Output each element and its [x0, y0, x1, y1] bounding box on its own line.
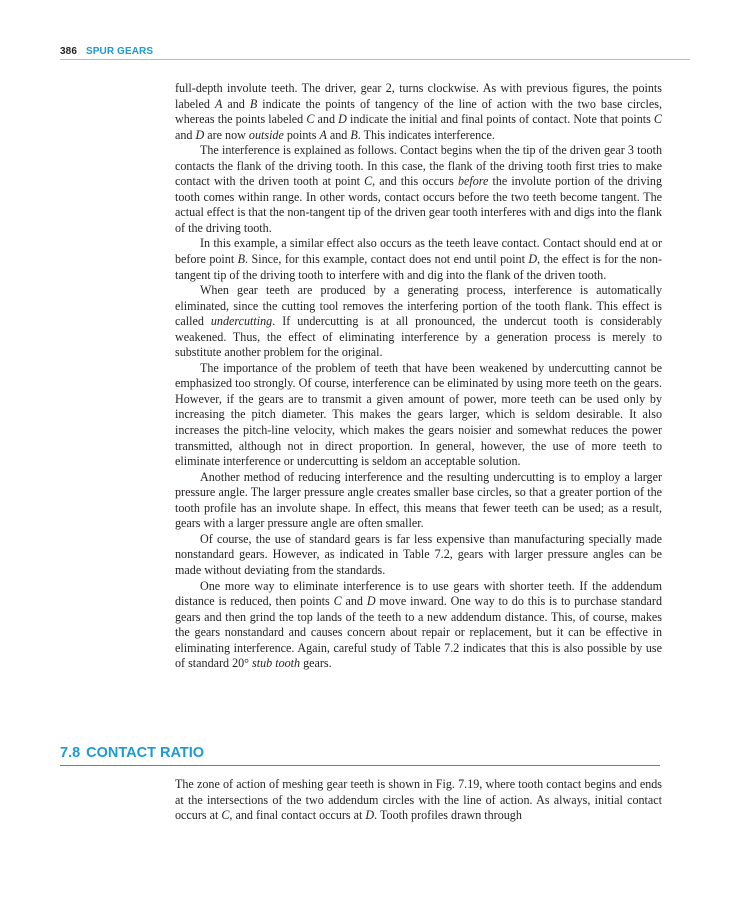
text-run: full-depth involute teeth. The driver, gear 2, turns clockwise. As with previous figures, the points labeled [175, 81, 662, 111]
italic-term: outside [248, 127, 284, 142]
running-header [60, 46, 690, 58]
italic-term: B [237, 252, 246, 267]
paragraph [175, 143, 662, 236]
italic-term: D [366, 594, 376, 609]
text-run: , and final contact occurs at [229, 808, 366, 823]
page-number: 386 [60, 46, 77, 57]
section-number: 7.8 [60, 745, 81, 761]
italic-term: B [249, 96, 258, 111]
text-run: and [326, 127, 351, 142]
italic-term: D [195, 127, 205, 142]
italic-term: D [528, 252, 538, 267]
italic-term: D [365, 808, 375, 823]
paragraph [175, 777, 662, 824]
text-run: gears. [300, 656, 332, 671]
paragraph [175, 579, 662, 672]
italic-term: C [221, 808, 230, 823]
body-text [175, 81, 662, 672]
italic-term: undercutting [210, 314, 273, 329]
text-run: The importance of the problem of teeth that have been weakened by undercutting cannot be emphasized too strongly. Of course, interference can be eliminated by using more teeth on the gears. However, if the gears are to transmit a given amount of power, more teeth can be used only by increasing the pitch diameter. This makes the gears larger, which is seldom desirable. It also increases the pitch-line velocity, which makes the gears noisier and somewhat reduces the power transmitted, although not in direct proportion. In general, however, the use of more teeth to eliminate interference or undercutting is seldom an acceptable solution. [175, 360, 662, 469]
section-title: CONTACT RATIO [86, 745, 205, 761]
text-run: When gear teeth are produced by a generating process, interference is automatically eliminated, since the cutting tool removes the interfering portion of the tooth flank. This effect is called [175, 283, 662, 329]
italic-term: C [333, 594, 342, 609]
italic-term: B [350, 127, 358, 142]
text-run: indicate the points of tangency of the line of action with the two base circles, whereas the points labeled [175, 96, 662, 127]
chapter-title: SPUR GEARS [86, 46, 154, 57]
italic-term: stub tooth [252, 656, 301, 671]
italic-term: C [653, 112, 662, 127]
text-run: . If undercutting is at all pronounced, the undercut tooth is considerably weakened. Thus, the effect of eliminating interference by a generation process is merely to substitute another problem for the original. [175, 314, 662, 360]
text-run: and [175, 127, 196, 142]
text-run: the involute portion of the driving tooth comes within range. In other words, contact occurs before the two teeth become tangent. The actual effect is that the non-tangent tip of the driven gear tooth interferes with and digs into the flank of the driving tooth. [175, 174, 662, 235]
text-run: . This indicates interference. [357, 127, 495, 142]
section-body-text [175, 777, 662, 824]
text-run: indicate the initial and final points of contact. Note that points [346, 112, 654, 127]
text-run: points [283, 127, 320, 142]
section-heading [60, 743, 660, 766]
header-rule [60, 59, 690, 60]
paragraph [175, 470, 662, 532]
text-run: and [222, 96, 250, 111]
text-run: The interference is explained as follows. Contact begins when the tip of the driven gear 3 tooth contacts the flank of the driving tooth. In this case, the flank of the driving tooth first tries to make contact with the driven tooth at point [175, 143, 662, 189]
italic-term: C [306, 112, 315, 127]
paragraph [175, 361, 662, 470]
text-run: . Tooth profiles drawn through [374, 808, 522, 823]
paragraph [175, 532, 662, 579]
italic-term: A [214, 96, 223, 111]
text-run: Of course, the use of standard gears is far less expensive than manufacturing specially made nonstandard gears. However, as indicated in Table 7.2, gears with larger pressure angles can be made without deviating from the standards. [175, 531, 662, 577]
italic-term: D [338, 112, 347, 127]
text-run: Another method of reducing interference and the resulting undercutting is to employ a larger pressure angle. The larger pressure angle creates smaller base circles, so that a greater portion of the tooth profile has an involute shape. In effect, this means that fewer teeth can be used; as a result, gears with a larger pressure angle are often smaller. [175, 469, 662, 531]
text-run: . Since, for this example, contact does not end until point [245, 252, 529, 267]
italic-term: before [457, 174, 489, 189]
italic-term: A [319, 127, 327, 142]
text-run: and [341, 594, 367, 609]
text-run: move inward. One way to do this is to purchase standard gears and then grind the top lands of the teeth to a new addendum distance. This, of course, makes the gears nonstandard and causes concern about repair or replacement, but it can be effective in eliminating interference. Again, careful study of Table 7.2 indicates that this is also possible by use of standard 20° [175, 594, 662, 671]
text-run: The zone of action of meshing gear teeth is shown in Fig. 7.19, where tooth contact begins and ends at the intersections of the two addendum circles with the line of action. As always, initial contact occurs at [175, 777, 662, 823]
text-run: and [314, 112, 339, 127]
paragraph [175, 236, 662, 283]
paragraph [175, 81, 662, 143]
italic-term: C [364, 174, 373, 189]
text-run: , and this occurs [372, 174, 458, 189]
text-run: In this example, a similar effect also occurs as the teeth leave contact. Contact should end at or before point [175, 236, 662, 267]
text-run: One more way to eliminate interference is to use gears with shorter teeth. If the addendum distance is reduced, then points [175, 578, 662, 609]
text-run: are now [204, 127, 249, 142]
paragraph [175, 283, 662, 361]
text-run: , the effect is for the non-tangent tip of the driving tooth to interfere with and dig into the flank of the driven tooth. [175, 252, 662, 282]
